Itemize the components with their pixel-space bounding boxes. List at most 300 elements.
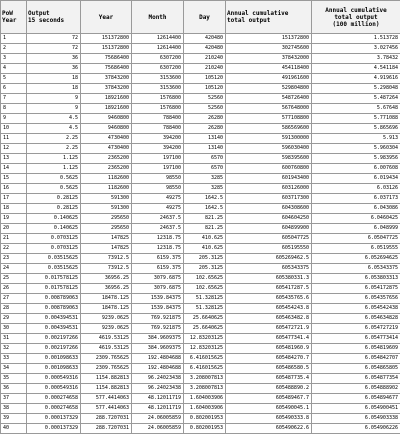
day-cell: 205.3125 [184, 264, 226, 274]
month-cell: 3079.6875 [132, 274, 184, 284]
year-cell: 577.4414063 [81, 394, 132, 404]
month-cell: 384.9609375 [132, 344, 184, 354]
annual-total-cell: 598395600 [226, 154, 312, 164]
annual-total-cell: 605380331.3 [226, 274, 312, 284]
day-cell: 51.328125 [184, 294, 226, 304]
header-output-unit: 15 seconds [28, 17, 65, 24]
day-cell: 13140 [184, 134, 226, 144]
day-cell: 1642.5 [184, 194, 226, 204]
pow-year-cell: 24 [1, 264, 27, 274]
annual-total-100m-cell: 5.983956 [312, 154, 400, 164]
table-row [1, 284, 400, 294]
annual-total-100m-cell: 6.054357656 [312, 294, 400, 304]
year-cell: 9239.0625 [81, 314, 132, 324]
annual-total-cell: 605454243.8 [226, 304, 312, 314]
annual-total-100m-cell: 6.054172875 [312, 284, 400, 294]
output-cell: 0.008789063 [27, 304, 81, 314]
table-row [1, 324, 400, 334]
annual-total-100m-cell: 6.054842707 [312, 354, 400, 364]
day-cell: 821.25 [184, 214, 226, 224]
table-row [1, 334, 400, 344]
table-row [1, 394, 400, 404]
table-row [1, 34, 400, 44]
year-cell: 591300 [81, 194, 132, 204]
day-cell: 420480 [184, 44, 226, 54]
table-row [1, 124, 400, 134]
year-cell: 147825 [81, 244, 132, 254]
annual-total-100m-cell: 6.052694625 [312, 254, 400, 264]
month-cell: 49275 [132, 204, 184, 214]
pow-year-cell: 1 [1, 34, 27, 44]
output-cell: 0.000274658 [27, 404, 81, 414]
annual-total-100m-cell: 5.771088 [312, 114, 400, 124]
annual-total-100m-cell: 5.487264 [312, 94, 400, 104]
output-cell: 0.017578125 [27, 274, 81, 284]
annual-total-cell: 302745600 [226, 44, 312, 54]
header-pow-label: PoW [2, 10, 13, 17]
header-annual-total-100m-line2: total output [334, 13, 378, 21]
table-row [1, 274, 400, 284]
pow-year-cell: 17 [1, 194, 27, 204]
table-row [1, 304, 400, 314]
annual-total-cell: 567648000 [226, 104, 312, 114]
output-cell: 0.000549316 [27, 374, 81, 384]
output-cell: 4.5 [27, 124, 81, 134]
table-row [1, 184, 400, 194]
header-annual-total-100m [312, 1, 400, 34]
day-cell: 210240 [184, 64, 226, 74]
month-cell: 788400 [132, 124, 184, 134]
annual-total-cell: 600760800 [226, 164, 312, 174]
year-cell: 4730400 [81, 144, 132, 154]
day-cell: 26280 [184, 124, 226, 134]
day-cell: 12.83203125 [184, 344, 226, 354]
header-year: Year [81, 1, 132, 34]
pow-year-cell: 5 [1, 74, 27, 84]
table-row [1, 374, 400, 384]
annual-total-cell: 605484270.7 [226, 354, 312, 364]
day-cell: 25.6640625 [184, 314, 226, 324]
day-cell: 210240 [184, 54, 226, 64]
annual-total-100m-cell: 4.541184 [312, 64, 400, 74]
month-cell: 6159.375 [132, 254, 184, 264]
table-row [1, 424, 400, 434]
annual-total-cell: 596030400 [226, 144, 312, 154]
annual-total-100m-cell: 6.054727219 [312, 324, 400, 334]
pow-year-cell: 29 [1, 314, 27, 324]
annual-total-cell: 378432000 [226, 54, 312, 64]
pow-year-cell: 33 [1, 354, 27, 364]
pow-year-cell: 39 [1, 414, 27, 424]
pow-year-cell: 31 [1, 334, 27, 344]
pow-year-cell: 20 [1, 224, 27, 234]
annual-total-cell: 605486580.5 [226, 364, 312, 374]
pow-year-cell: 11 [1, 134, 27, 144]
day-cell: 1.604003906 [184, 394, 226, 404]
annual-total-cell: 605195550 [226, 244, 312, 254]
annual-total-cell: 605490333.8 [226, 414, 312, 424]
table-row [1, 354, 400, 364]
month-cell: 48.12011719 [132, 404, 184, 414]
table-row [1, 364, 400, 374]
annual-total-100m-cell: 5.865696 [312, 124, 400, 134]
month-cell: 12318.75 [132, 244, 184, 254]
month-cell: 96.24023438 [132, 384, 184, 394]
pow-year-cell: 36 [1, 384, 27, 394]
annual-total-cell: 605477341.4 [226, 334, 312, 344]
month-cell: 6307200 [132, 64, 184, 74]
annual-total-100m-cell: 6.0519555 [312, 244, 400, 254]
month-cell: 197100 [132, 164, 184, 174]
month-cell: 98550 [132, 174, 184, 184]
year-cell: 1154.882813 [81, 374, 132, 384]
day-cell: 1642.5 [184, 204, 226, 214]
month-cell: 49275 [132, 194, 184, 204]
annual-total-cell: 605488890.2 [226, 384, 312, 394]
annual-total-100m-cell: 3.027456 [312, 44, 400, 54]
pow-year-cell: 10 [1, 124, 27, 134]
day-cell: 3.208007813 [184, 374, 226, 384]
month-cell: 1539.84375 [132, 304, 184, 314]
output-cell: 0.000137329 [27, 424, 81, 434]
annual-total-100m-cell: 6.054773414 [312, 334, 400, 344]
year-cell: 9460800 [81, 114, 132, 124]
pow-year-cell: 35 [1, 374, 27, 384]
pow-year-cell: 27 [1, 294, 27, 304]
table-body [1, 34, 400, 434]
annual-total-cell: 605472721.9 [226, 324, 312, 334]
month-cell: 1539.84375 [132, 294, 184, 304]
day-cell: 52560 [184, 94, 226, 104]
header-output [27, 1, 81, 34]
header-annual-total-100m-line1: Annual cumulative [325, 6, 387, 14]
day-cell: 105120 [184, 74, 226, 84]
month-cell: 384.9609375 [132, 334, 184, 344]
year-cell: 73912.5 [81, 254, 132, 264]
month-cell: 3153600 [132, 84, 184, 94]
table-row [1, 224, 400, 234]
annual-total-cell: 605490045.1 [226, 404, 312, 414]
output-cell: 0.5625 [27, 174, 81, 184]
month-cell: 6307200 [132, 54, 184, 64]
output-cell: 0.28125 [27, 204, 81, 214]
year-cell: 295650 [81, 224, 132, 234]
header-month: Month [132, 1, 184, 34]
day-cell: 51.328125 [184, 304, 226, 314]
annual-total-cell: 601943400 [226, 174, 312, 184]
header-annual-total-line2: total output [227, 17, 271, 24]
output-cell: 4.5 [27, 114, 81, 124]
annual-total-cell: 605047725 [226, 234, 312, 244]
day-cell: 26280 [184, 114, 226, 124]
output-cell: 0.000274658 [27, 394, 81, 404]
year-cell: 73912.5 [81, 264, 132, 274]
day-cell: 821.25 [184, 224, 226, 234]
output-cell: 9 [27, 104, 81, 114]
output-cell: 0.140625 [27, 224, 81, 234]
month-cell: 98550 [132, 184, 184, 194]
header-annual-total-line1: Annual cumulative [227, 10, 289, 17]
annual-total-cell: 605481960.9 [226, 344, 312, 354]
output-cell: 0.0703125 [27, 234, 81, 244]
annual-total-cell: 586569600 [226, 124, 312, 134]
year-cell: 36956.25 [81, 284, 132, 294]
table-row [1, 414, 400, 424]
month-cell: 197100 [132, 154, 184, 164]
table-row [1, 214, 400, 224]
pow-year-cell: 6 [1, 84, 27, 94]
year-cell: 1154.882813 [81, 384, 132, 394]
pow-year-cell: 37 [1, 394, 27, 404]
pow-year-cell: 7 [1, 94, 27, 104]
table-row [1, 44, 400, 54]
year-cell: 37843200 [81, 74, 132, 84]
day-cell: 1.604003906 [184, 404, 226, 414]
day-cell: 3.208007813 [184, 384, 226, 394]
pow-year-cell: 34 [1, 364, 27, 374]
year-cell: 288.7207031 [81, 424, 132, 434]
output-cell: 0.03515625 [27, 264, 81, 274]
day-cell: 12.83203125 [184, 334, 226, 344]
day-cell: 3285 [184, 174, 226, 184]
annual-total-cell: 591300000 [226, 134, 312, 144]
pow-year-cell: 30 [1, 324, 27, 334]
output-cell: 0.002197266 [27, 344, 81, 354]
month-cell: 769.921875 [132, 324, 184, 334]
table-row [1, 234, 400, 244]
annual-total-100m-cell: 6.05343375 [312, 264, 400, 274]
month-cell: 3079.6875 [132, 284, 184, 294]
month-cell: 394200 [132, 144, 184, 154]
table-row [1, 294, 400, 304]
month-cell: 6159.375 [132, 264, 184, 274]
table-row [1, 204, 400, 214]
annual-total-100m-cell: 6.054906226 [312, 424, 400, 434]
pow-year-cell: 16 [1, 184, 27, 194]
output-cell: 0.5625 [27, 184, 81, 194]
annual-total-100m-cell: 6.048999 [312, 224, 400, 234]
pow-year-cell: 15 [1, 174, 27, 184]
output-cell: 72 [27, 34, 81, 44]
annual-total-100m-cell: 5.298048 [312, 84, 400, 94]
annual-total-cell: 603717300 [226, 194, 312, 204]
output-cell: 72 [27, 44, 81, 54]
annual-total-cell: 605463482.8 [226, 314, 312, 324]
month-cell: 12614400 [132, 34, 184, 44]
header-year-label: Year [2, 17, 17, 24]
pow-year-cell: 40 [1, 424, 27, 434]
table-row [1, 144, 400, 154]
day-cell: 13140 [184, 144, 226, 154]
year-cell: 18921600 [81, 94, 132, 104]
year-cell: 9460800 [81, 124, 132, 134]
year-cell: 4619.53125 [81, 344, 132, 354]
table-row [1, 164, 400, 174]
header-annual-total-100m-line3: (100 million) [332, 20, 380, 28]
day-cell: 6570 [184, 164, 226, 174]
year-cell: 295650 [81, 214, 132, 224]
pow-year-cell: 26 [1, 284, 27, 294]
annual-total-cell: 604308600 [226, 204, 312, 214]
pow-year-cell: 19 [1, 214, 27, 224]
month-cell: 24637.5 [132, 214, 184, 224]
output-cell: 18 [27, 84, 81, 94]
annual-total-cell: 605417287.5 [226, 284, 312, 294]
annual-total-100m-cell: 6.053803313 [312, 274, 400, 284]
day-cell: 25.6640625 [184, 324, 226, 334]
pow-year-cell: 32 [1, 344, 27, 354]
annual-total-100m-cell: 6.054903338 [312, 414, 400, 424]
output-cell: 0.017578125 [27, 284, 81, 294]
month-cell: 1576800 [132, 94, 184, 104]
annual-total-cell: 605489467.7 [226, 394, 312, 404]
annual-total-cell: 529804800 [226, 84, 312, 94]
day-cell: 410.625 [184, 244, 226, 254]
pow-year-cell: 8 [1, 104, 27, 114]
output-cell: 36 [27, 54, 81, 64]
annual-total-cell: 491961600 [226, 74, 312, 84]
annual-total-100m-cell: 4.919616 [312, 74, 400, 84]
output-cell: 0.002197266 [27, 334, 81, 344]
day-cell: 52560 [184, 104, 226, 114]
annual-total-100m-cell: 1.513728 [312, 34, 400, 44]
pow-year-cell: 4 [1, 64, 27, 74]
table-row [1, 104, 400, 114]
annual-total-cell: 454118400 [226, 64, 312, 74]
annual-total-100m-cell: 5.913 [312, 134, 400, 144]
output-cell: 2.25 [27, 144, 81, 154]
annual-total-100m-cell: 6.019434 [312, 174, 400, 184]
month-cell: 12318.75 [132, 234, 184, 244]
month-cell: 3153600 [132, 74, 184, 84]
annual-total-cell: 577108800 [226, 114, 312, 124]
pow-year-cell: 22 [1, 244, 27, 254]
day-cell: 102.65625 [184, 284, 226, 294]
header-pow-year [1, 1, 27, 34]
annual-total-100m-cell: 6.0460425 [312, 214, 400, 224]
year-cell: 151372800 [81, 44, 132, 54]
output-cell: 0.28125 [27, 194, 81, 204]
header-output-label: Output [28, 10, 50, 17]
day-cell: 420480 [184, 34, 226, 44]
year-cell: 2309.765625 [81, 364, 132, 374]
year-cell: 1182600 [81, 184, 132, 194]
month-cell: 24637.5 [132, 224, 184, 234]
output-cell: 0.140625 [27, 214, 81, 224]
pow-year-cell: 3 [1, 54, 27, 64]
annual-total-100m-cell: 6.043086 [312, 204, 400, 214]
year-cell: 288.7207031 [81, 414, 132, 424]
year-cell: 4619.53125 [81, 334, 132, 344]
annual-total-100m-cell: 5.67648 [312, 104, 400, 114]
output-cell: 0.03515625 [27, 254, 81, 264]
table-row [1, 74, 400, 84]
table-row [1, 54, 400, 64]
year-cell: 147825 [81, 234, 132, 244]
output-cell: 0.001098633 [27, 354, 81, 364]
output-cell: 9 [27, 94, 81, 104]
pow-year-cell: 9 [1, 114, 27, 124]
table-row [1, 404, 400, 414]
day-cell: 6.416015625 [184, 364, 226, 374]
month-cell: 48.12011719 [132, 394, 184, 404]
annual-total-100m-cell: 6.037173 [312, 194, 400, 204]
table-header-row [1, 1, 400, 34]
table-row [1, 64, 400, 74]
annual-total-cell: 603126000 [226, 184, 312, 194]
annual-total-100m-cell: 6.054888902 [312, 384, 400, 394]
day-cell: 0.802001953 [184, 424, 226, 434]
year-cell: 577.4414063 [81, 404, 132, 414]
annual-total-cell: 151372800 [226, 34, 312, 44]
year-cell: 18921600 [81, 104, 132, 114]
output-cell: 2.25 [27, 134, 81, 144]
year-cell: 36956.25 [81, 274, 132, 284]
pow-year-cell: 25 [1, 274, 27, 284]
output-cell: 0.004394531 [27, 324, 81, 334]
annual-total-cell: 604899900 [226, 224, 312, 234]
pow-year-cell: 12 [1, 144, 27, 154]
output-cell: 36 [27, 64, 81, 74]
annual-total-100m-cell: 6.054900451 [312, 404, 400, 414]
table-row [1, 154, 400, 164]
annual-total-100m-cell: 6.054865805 [312, 364, 400, 374]
year-cell: 4730400 [81, 134, 132, 144]
year-cell: 18478.125 [81, 294, 132, 304]
output-cell: 0.004394531 [27, 314, 81, 324]
year-cell: 2309.765625 [81, 354, 132, 364]
header-day: Day [184, 1, 226, 34]
month-cell: 192.4804688 [132, 354, 184, 364]
table-row [1, 344, 400, 354]
annual-total-cell: 605435765.6 [226, 294, 312, 304]
table-row [1, 134, 400, 144]
pow-year-cell: 2 [1, 44, 27, 54]
pow-year-cell: 21 [1, 234, 27, 244]
month-cell: 1576800 [132, 104, 184, 114]
table-row [1, 244, 400, 254]
month-cell: 12614400 [132, 44, 184, 54]
month-cell: 24.06005859 [132, 424, 184, 434]
output-cell: 1.125 [27, 164, 81, 174]
day-cell: 410.625 [184, 234, 226, 244]
annual-total-100m-cell: 6.054819609 [312, 344, 400, 354]
output-cell: 1.125 [27, 154, 81, 164]
annual-total-100m-cell: 6.03126 [312, 184, 400, 194]
annual-total-100m-cell: 6.054542438 [312, 304, 400, 314]
annual-total-100m-cell: 5.960304 [312, 144, 400, 154]
table-row [1, 314, 400, 324]
day-cell: 102.65625 [184, 274, 226, 284]
table-row [1, 114, 400, 124]
annual-total-cell: 604604250 [226, 214, 312, 224]
annual-total-100m-cell: 6.054634828 [312, 314, 400, 324]
year-cell: 2365200 [81, 164, 132, 174]
month-cell: 24.06005859 [132, 414, 184, 424]
year-cell: 591300 [81, 204, 132, 214]
pow-year-cell: 13 [1, 154, 27, 164]
year-cell: 1182600 [81, 174, 132, 184]
pow-year-cell: 18 [1, 204, 27, 214]
annual-total-cell: 605343375 [226, 264, 312, 274]
year-cell: 2365200 [81, 154, 132, 164]
output-cell: 0.008789063 [27, 294, 81, 304]
annual-total-cell: 605269462.5 [226, 254, 312, 264]
output-cell: 0.001098633 [27, 364, 81, 374]
month-cell: 788400 [132, 114, 184, 124]
annual-total-cell: 605487735.4 [226, 374, 312, 384]
table-row [1, 254, 400, 264]
